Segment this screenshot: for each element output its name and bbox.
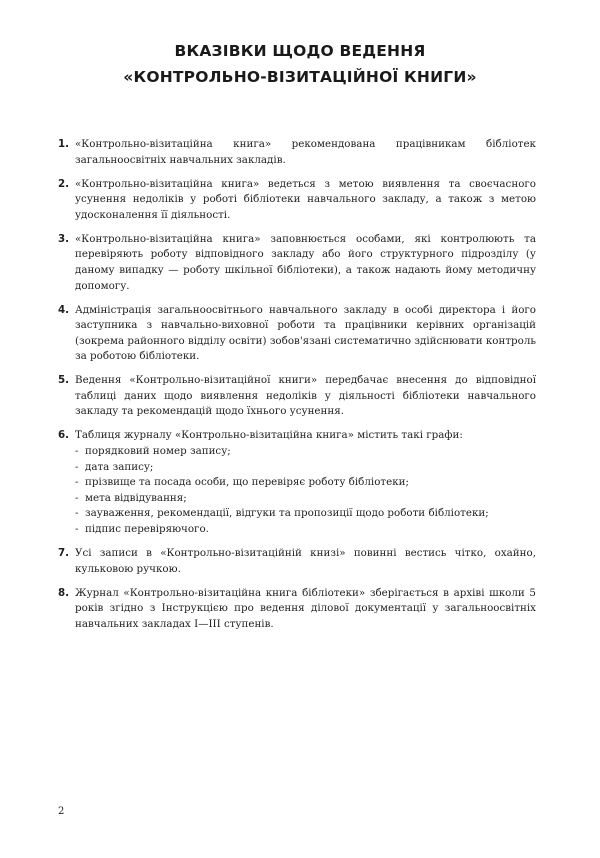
item-text: «Контрольно-візитаційна книга» рекомендована працівникам бібліотек загальноосвітніх навчальних закладів. (75, 138, 536, 166)
item-text: «Контрольно-візитаційна книга» ведеться з метою виявлення та своєчасного усунення недоліків у роботі бібліотеки навчального закладу, а також з метою удосконалення її діяльності. (75, 177, 536, 221)
sublist-item (75, 522, 536, 538)
instructions-list (58, 137, 536, 641)
sublist-item (75, 444, 536, 460)
sublist-item-text: підпис перевіряючого. (85, 523, 209, 536)
sublist-item (75, 491, 536, 507)
item-number: 8. (58, 586, 70, 599)
list-item (58, 137, 536, 168)
item-text: «Контрольно-візитаційна книга» заповнюється особами, які контролюють та перевіряють роботу відповідного закладу або його структурного підрозділу (у даному випадку — роботу шкільної бібліотеки), а також надають йому методичну допомогу. (75, 232, 536, 292)
sublist-item (75, 475, 536, 491)
item-number: 7. (58, 547, 70, 559)
dash-marker: - (75, 476, 79, 489)
item-number: 1. (58, 138, 70, 150)
page-number: 2 (58, 806, 65, 817)
dash-marker: - (75, 507, 79, 520)
item-text: Адміністрація загальноосвітнього навчального закладу в особі директора і його заступника з навчально-виховної роботи та працівники керівних організацій (зокрема районного відділу освіти) зобов'язані систематично здійснювати контроль за роботою бібліотеки. (75, 303, 536, 363)
list-item (58, 428, 536, 537)
item-text: Усі записи в «Контрольно-візитаційній книзі» повинні вестись чітко, охайно, кульковою ручкою. (75, 547, 536, 575)
list-item (58, 232, 536, 294)
item-number: 6. (58, 429, 70, 442)
item-text: Журнал «Контрольно-візитаційна книга бібліотеки» зберігається в архіві школи 5 років згідно з Інструкцією про ведення ділової документації у загальноосвітніх навчальних закладах І—ІІІ ступенів. (75, 586, 536, 630)
page-title-line-1: ВКАЗІВКИ ЩОДО ВЕДЕННЯ (174, 42, 426, 60)
dash-marker: - (75, 523, 79, 536)
sublist-item-text: мета відвідування; (85, 491, 187, 504)
page-title-line-2: «КОНТРОЛЬНО-ВІЗИТАЦІЙНОЇ КНИГИ» (123, 68, 477, 86)
sublist-item (75, 506, 536, 522)
item-text: Таблиця журналу «Контрольно-візитаційна книга» містить такі графи: (75, 429, 463, 442)
dash-marker: - (75, 445, 79, 458)
item-text: Ведення «Контрольно-візитаційної книги» передбачає внесення до відповідної таблиці даних щодо виявлення недоліків у діяльності бібліотеки навчального закладу та рекомендацій щодо їхнього усунення. (75, 374, 536, 418)
list-item (58, 546, 536, 577)
dash-marker: - (75, 460, 79, 473)
sublist-item-text: прізвище та посада особи, що перевіряє роботу бібліотеки; (85, 476, 409, 489)
list-item (58, 586, 536, 633)
list-item (58, 373, 536, 420)
item-number: 5. (58, 374, 70, 387)
sublist-item-text: порядковий номер запису; (85, 445, 231, 458)
page-title (0, 38, 600, 90)
sublist-item (75, 460, 536, 476)
item-number: 2. (58, 177, 70, 190)
list-item (58, 303, 536, 365)
item-number: 4. (58, 303, 70, 316)
columns-sublist (75, 444, 536, 538)
sublist-item-text: зауваження, рекомендації, відгуки та пропозиції щодо роботи бібліотеки; (85, 507, 489, 520)
list-item (58, 177, 536, 224)
dash-marker: - (75, 491, 79, 504)
sublist-item-text: дата запису; (85, 460, 154, 473)
item-number: 3. (58, 232, 70, 245)
